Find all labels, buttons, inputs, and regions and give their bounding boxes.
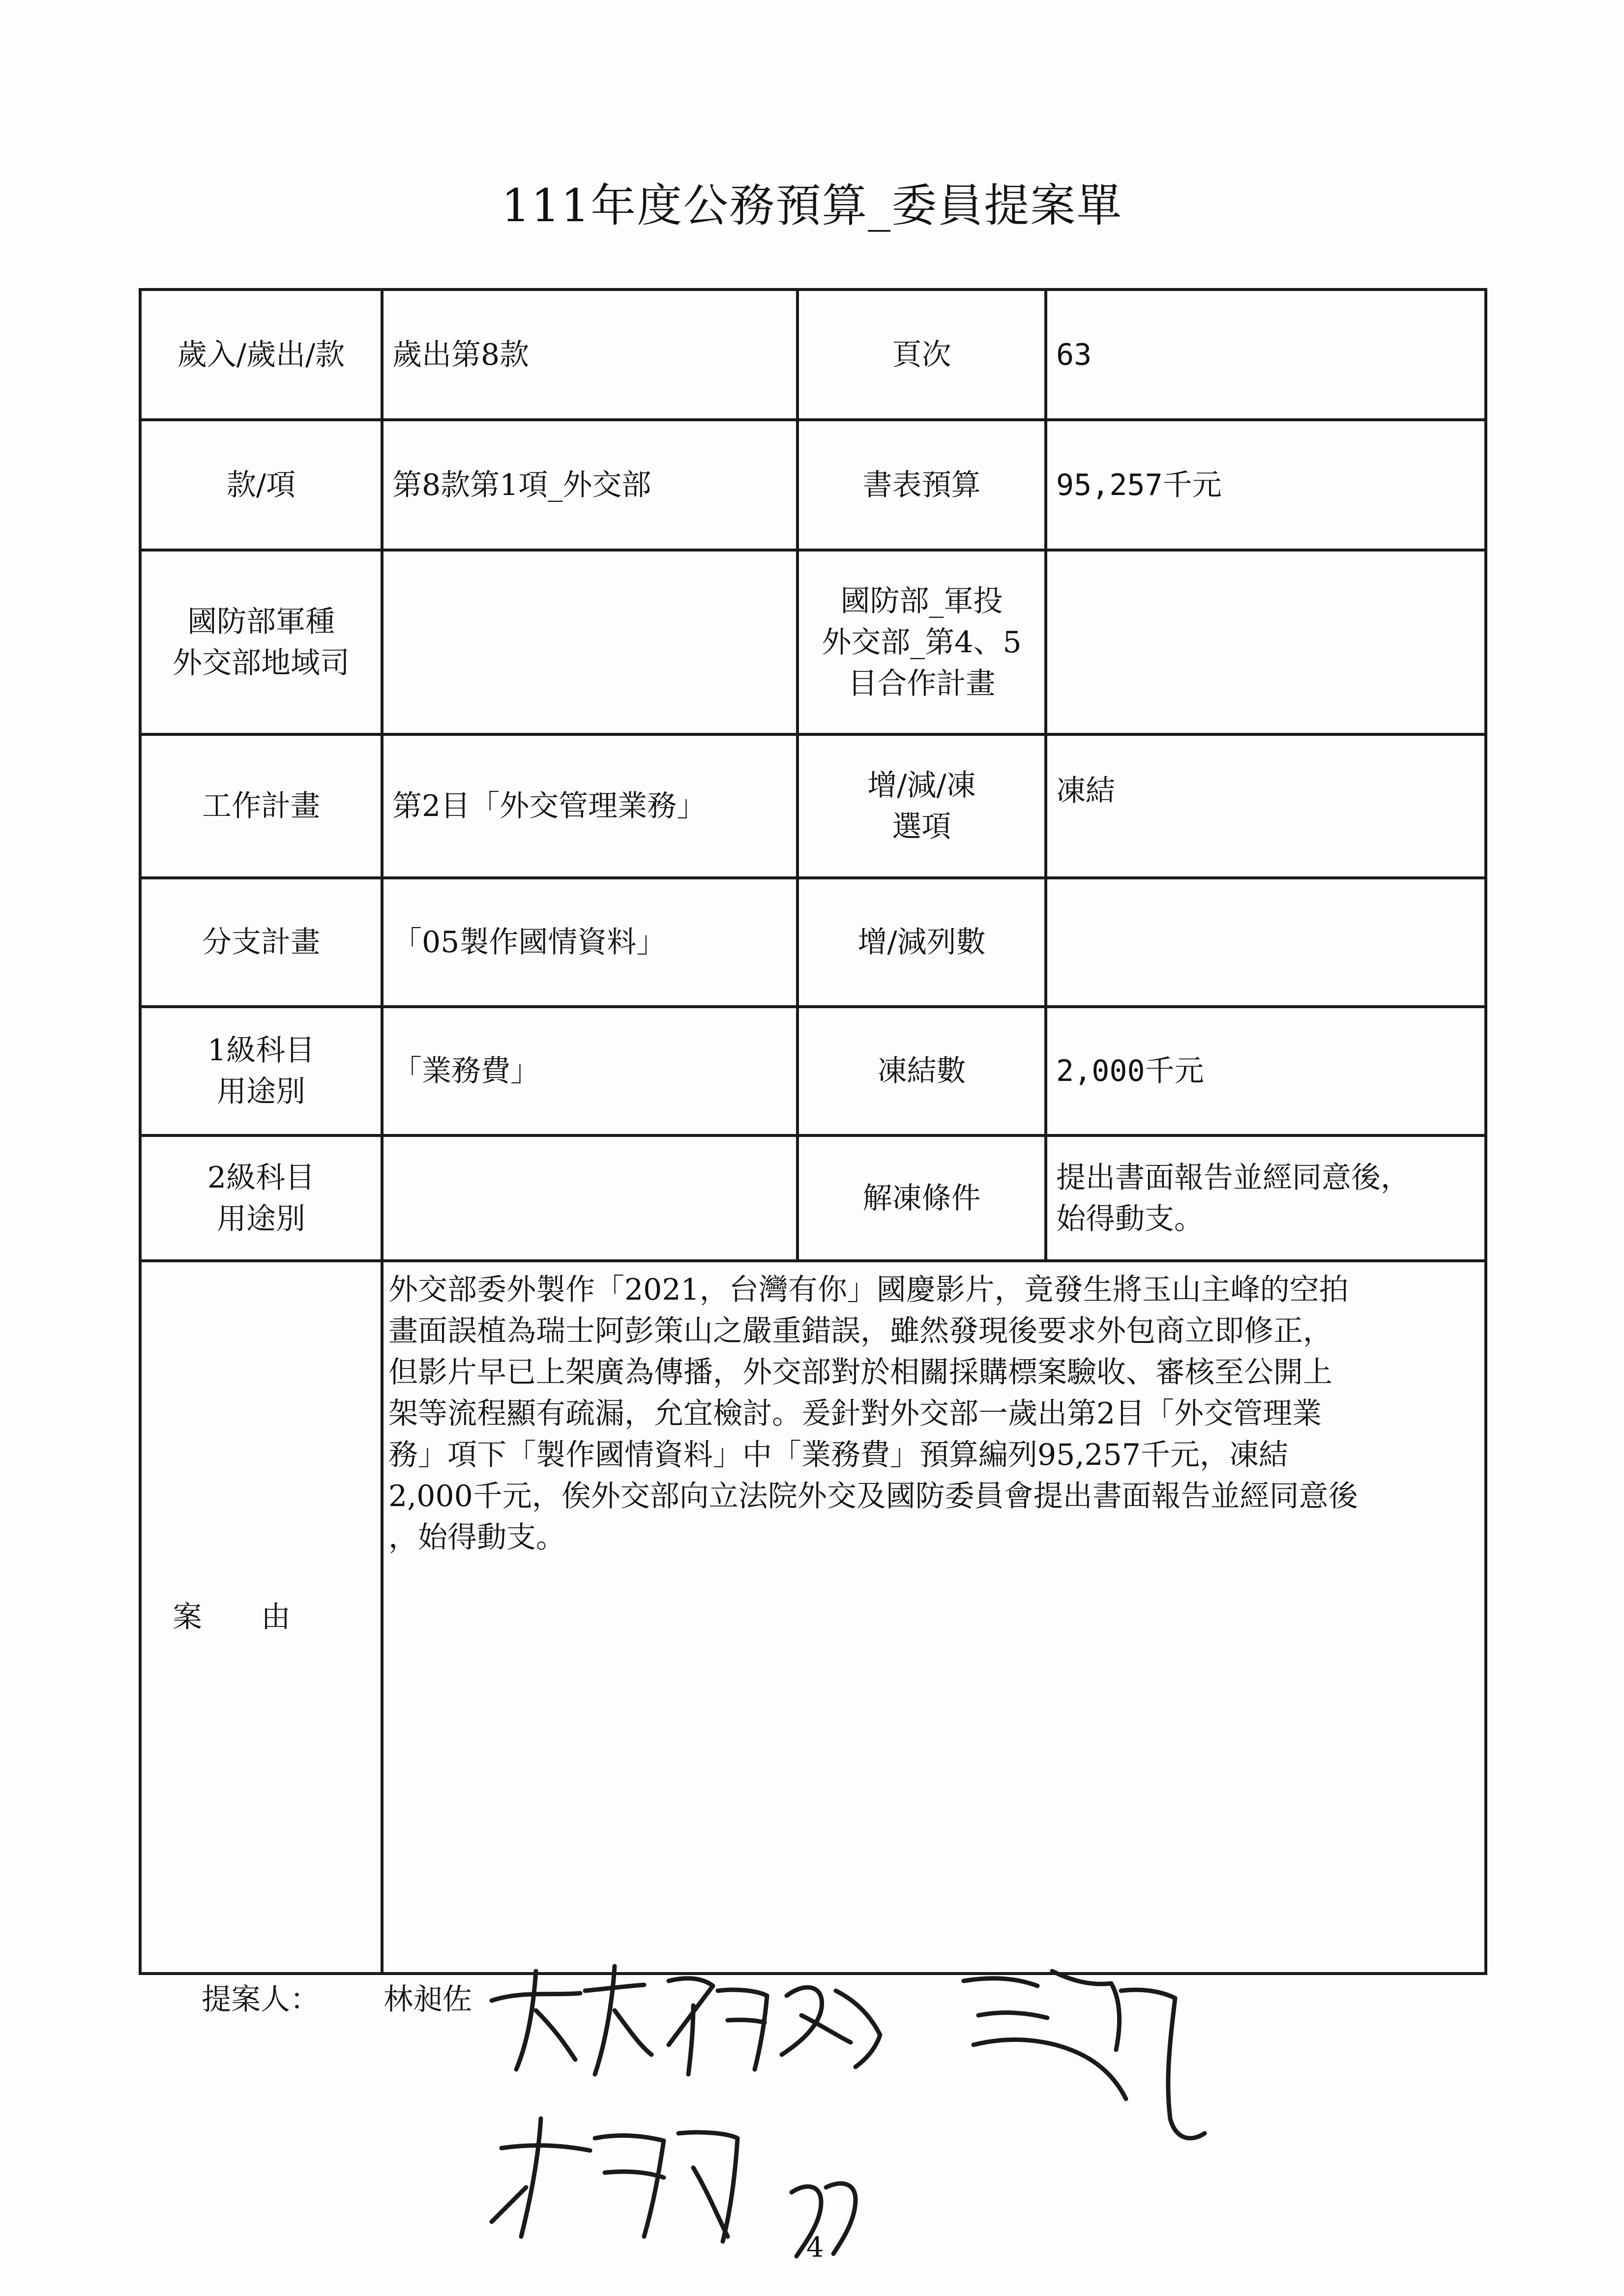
table-row xyxy=(140,734,1486,878)
label-line: 選項 xyxy=(892,810,951,844)
label-adjust-option xyxy=(797,734,1046,878)
label-line: 外交部地域司 xyxy=(173,645,350,680)
value-branch-plan: 「05製作國情資料」 xyxy=(382,878,797,1007)
value-freeze-amount: 2,000千元 xyxy=(1046,1007,1486,1135)
label-line: 國防部軍種 xyxy=(187,604,335,639)
page-title: 111年度公務預算_委員提案單 xyxy=(501,179,1123,232)
signature-stroke xyxy=(585,1966,651,2074)
signature-stroke xyxy=(492,2119,590,2237)
condition-line: 始得動支。 xyxy=(1056,1201,1204,1236)
signature-stroke xyxy=(964,1978,1126,2099)
value-book-budget: 95,257千元 xyxy=(1046,420,1486,550)
label-branch-plan: 分支計畫 xyxy=(140,878,382,1007)
signature-stroke xyxy=(595,2132,738,2241)
label-unfreeze-condition: 解凍條件 xyxy=(797,1135,1046,1261)
reason-text xyxy=(382,1261,1486,1974)
label-line: 1級科目 xyxy=(207,1033,315,1068)
table-row xyxy=(140,1135,1486,1261)
label-adjust-amount: 增/減列數 xyxy=(797,878,1046,1007)
label-line: 外交部_第4、5 xyxy=(822,625,1022,660)
proposer-label: 提案人： xyxy=(202,1982,320,2017)
value-adjust-amount xyxy=(1046,878,1486,1007)
value-level1-subject: 「業務費」 xyxy=(382,1007,797,1135)
signature-stroke xyxy=(782,1987,880,2067)
reason-row xyxy=(140,1261,1486,1974)
value-cooperation-plan xyxy=(1046,550,1486,734)
label-line: 增/減/凍 xyxy=(867,768,976,803)
value-work-plan: 第2目「外交管理業務」 xyxy=(382,734,797,878)
label-line: 目合作計畫 xyxy=(848,666,996,701)
proposer-name: 林昶佐 xyxy=(384,1982,472,2017)
table-row xyxy=(140,290,1486,420)
table-row xyxy=(140,1007,1486,1135)
signature-stroke xyxy=(492,1971,580,2069)
table-row xyxy=(140,550,1486,734)
value-budget-type: 歲出第8款 xyxy=(382,290,797,420)
label-level1-subject xyxy=(140,1007,382,1135)
label-line: 用途別 xyxy=(217,1201,305,1236)
label-budget-type: 歲入/歲出/款 xyxy=(140,290,382,420)
label-line: 用途別 xyxy=(217,1075,305,1109)
value-page: 63 xyxy=(1046,290,1486,420)
label-level2-subject xyxy=(140,1135,382,1261)
label-reason: 案由 xyxy=(140,1261,382,1974)
value-military-region xyxy=(382,550,797,734)
label-section-item: 款/項 xyxy=(140,420,382,550)
label-cooperation-plan xyxy=(797,550,1046,734)
label-book-budget: 書表預算 xyxy=(797,420,1046,550)
page-number: 4 xyxy=(806,2232,824,2264)
proposal-form-table xyxy=(139,288,1487,1975)
handwritten-signatures xyxy=(482,1961,1269,2281)
label-page: 頁次 xyxy=(797,290,1046,420)
value-level2-subject xyxy=(382,1135,797,1261)
signature-stroke xyxy=(669,1978,767,2074)
reason-line: 2,000千元，俟外交部向立法院外交及國防委員會提出書面報告並經同意後 xyxy=(388,1479,1358,1513)
signature-stroke xyxy=(1052,1971,1205,2138)
reason-line: ，始得動支。 xyxy=(388,1520,565,1555)
reason-line: 外交部委外製作「2021，台灣有你」國慶影片，竟發生將玉山主峰的空拍 xyxy=(388,1273,1349,1307)
reason-line: 但影片早已上架廣為傳播，外交部對於相關採購標案驗收、審核至公開上 xyxy=(388,1355,1332,1390)
label-work-plan: 工作計畫 xyxy=(140,734,382,878)
value-unfreeze-condition xyxy=(1046,1135,1486,1261)
condition-line: 提出書面報告並經同意後， xyxy=(1056,1160,1410,1195)
table-row xyxy=(140,420,1486,550)
label-line: 2級科目 xyxy=(207,1160,315,1195)
reason-line: 架等流程顯有疏漏，允宜檢討。爰針對外交部一歲出第2目「外交管理業 xyxy=(388,1396,1322,1431)
value-section-item: 第8款第1項_外交部 xyxy=(382,420,797,550)
label-freeze-amount: 凍結數 xyxy=(797,1007,1046,1135)
reason-line: 畫面誤植為瑞士阿彭策山之嚴重錯誤，雖然發現後要求外包商立即修正， xyxy=(388,1314,1332,1348)
reason-line: 務」項下「製作國情資料」中「業務費」預算編列95,257千元，凍結 xyxy=(388,1438,1288,1472)
label-military-region xyxy=(140,550,382,734)
value-adjust-option: 凍結 xyxy=(1046,734,1486,878)
label-line: 國防部_軍投 xyxy=(840,583,1003,618)
table-row xyxy=(140,878,1486,1007)
